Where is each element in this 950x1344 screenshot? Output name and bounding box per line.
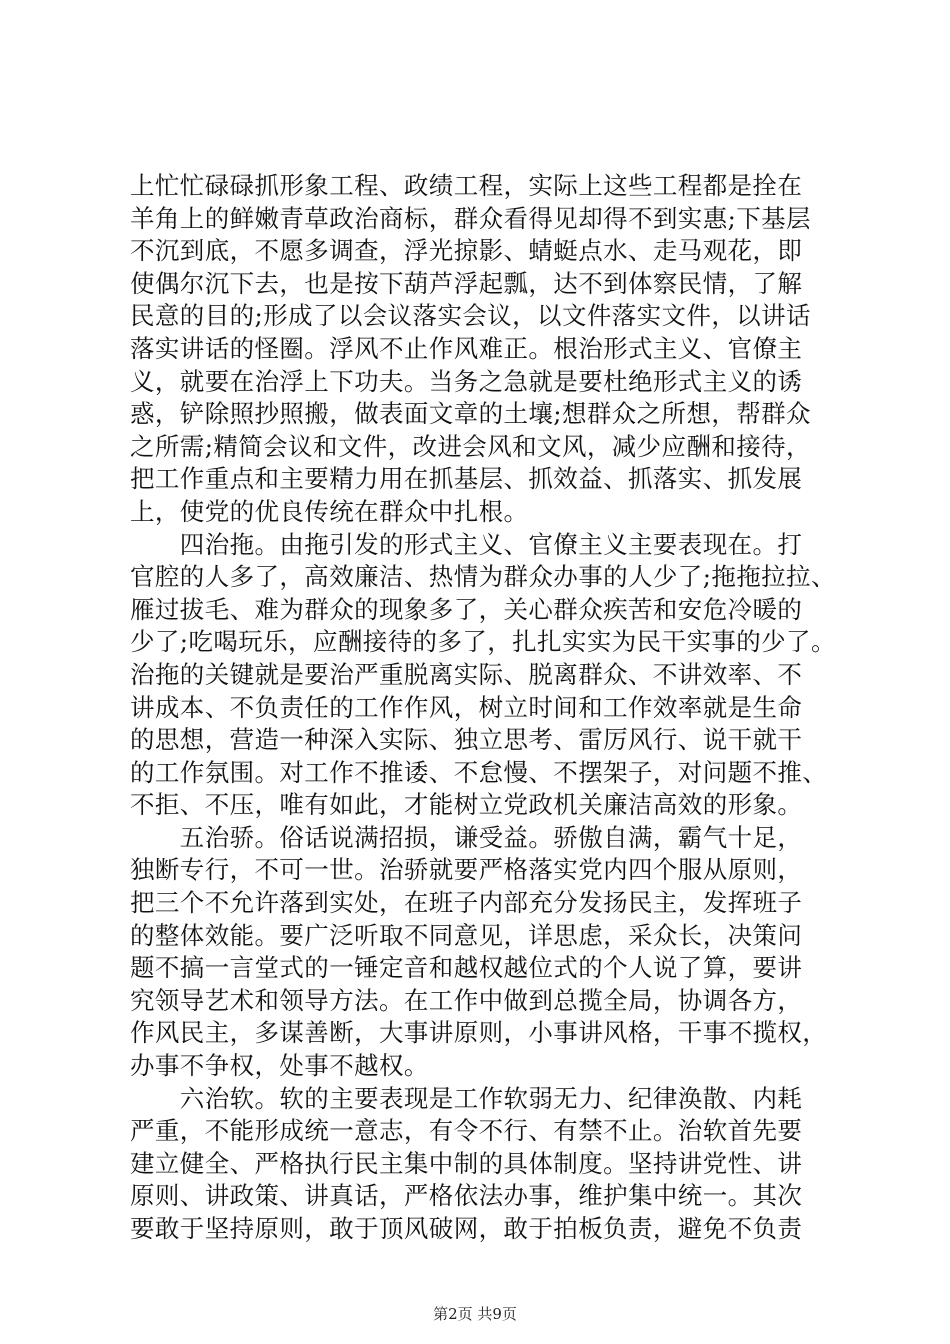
text-line: 严重，不能形成统一意志，有令不行、有禁不止。治软首先要 <box>130 1116 803 1146</box>
text-line: 办事不争权，处事不越权。 <box>130 1051 429 1081</box>
text-line: 究领导艺术和领导方法。在工作中做到总揽全局，协调各方， <box>130 985 803 1015</box>
text-line: 原则、讲政策、讲真话，严格依法办事，维护集中统一。其次 <box>130 1181 803 1211</box>
text-line: 不拒、不压，唯有如此，才能树立党政机关廉洁高效的形象。 <box>130 790 803 820</box>
text-line: 之所需;精简会议和文件，改进会风和文风，减少应酬和接待， <box>130 431 811 461</box>
text-line: 少了;吃喝玩乐，应酬接待的多了，扎扎实实为民干实事的少了。 <box>130 627 836 657</box>
text-line: 不沉到底，不愿多调查，浮光掠影、蜻蜓点水、走马观花，即 <box>130 236 803 266</box>
text-line: 作风民主，多谋善断，大事讲原则，小事讲风格，干事不揽权， <box>130 1018 828 1048</box>
text-line: 使偶尔沉下去，也是按下葫芦浮起瓢，达不到体察民情，了解 <box>130 268 803 298</box>
text-line: 落实讲话的怪圈。浮风不止作风难正。根治形式主义、官僚主 <box>130 333 803 363</box>
text-line: 四治拖。由拖引发的形式主义、官僚主义主要表现在。打 <box>130 529 803 559</box>
text-line: 的工作氛围。对工作不推诿、不怠慢、不摆架子，对问题不推、 <box>130 757 828 787</box>
text-line: 把工作重点和主要精力用在抓基层、抓效益、抓落实、抓发展 <box>130 464 803 494</box>
text-line: 的整体效能。要广泛听取不同意见，详思虑，采众长，决策问 <box>130 920 803 950</box>
text-line: 惑，铲除照抄照搬，做表面文章的土壤;想群众之所想，帮群众 <box>130 399 811 429</box>
text-line: 六治软。软的主要表现是工作软弱无力、纪律涣散、内耗 <box>130 1083 803 1113</box>
text-line: 官腔的人多了，高效廉洁、热情为群众办事的人少了;拖拖拉拉、 <box>130 562 836 592</box>
text-line: 讲成本、不负责任的工作作风，树立时间和工作效率就是生命 <box>130 692 803 722</box>
text-line: 治拖的关键就是要治严重脱离实际、脱离群众、不讲效率、不 <box>130 659 803 689</box>
text-line: 的思想，营造一种深入实际、独立思考、雷厉风行、说干就干 <box>130 725 803 755</box>
text-line: 题不搞一言堂式的一锤定音和越权越位式的个人说了算，要讲 <box>130 953 803 983</box>
page-footer <box>0 1305 950 1323</box>
text-line: 义，就要在治浮上下功夫。当务之急就是要杜绝形式主义的诱 <box>130 366 803 396</box>
text-line: 羊角上的鲜嫩青草政治商标，群众看得见却得不到实惠;下基层 <box>130 203 811 233</box>
text-line: 五治骄。俗话说满招损，谦受益。骄傲自满，霸气十足， <box>130 822 803 852</box>
document-body <box>130 170 840 1246</box>
text-line: 要敢于坚持原则，敢于顶风破网，敢于拍板负责，避免不负责 <box>130 1214 803 1243</box>
text-line: 建立健全、严格执行民主集中制的具体制度。坚持讲党性、讲 <box>130 1148 803 1178</box>
text-line: 雁过拔毛、难为群众的现象多了，关心群众疾苦和安危冷暖的 <box>130 594 803 624</box>
page-number: 第2页 共9页 <box>433 1305 517 1323</box>
text-line: 把三个不允许落到实处，在班子内部充分发扬民主，发挥班子 <box>130 888 803 918</box>
text-line: 上，使党的优良传统在群众中扎根。 <box>130 496 529 526</box>
text-line: 上忙忙碌碌抓形象工程、政绩工程，实际上这些工程都是拴在 <box>130 171 803 200</box>
text-line: 民意的目的;形成了以会议落实会议，以文件落实文件，以讲话 <box>130 301 811 331</box>
text-line: 独断专行，不可一世。治骄就要严格落实党内四个服从原则， <box>130 855 803 885</box>
